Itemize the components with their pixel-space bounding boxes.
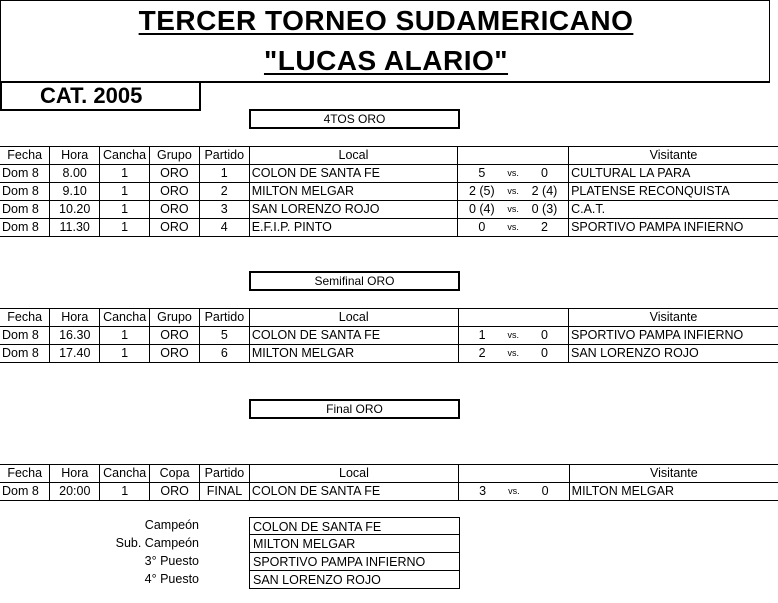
cell-visitante: CULTURAL LA PARA <box>569 165 778 183</box>
cell-local: MILTON MELGAR <box>249 183 458 201</box>
cell-partido: 5 <box>199 327 249 345</box>
cell-cancha: 1 <box>100 219 150 237</box>
cell-cancha: 1 <box>100 345 150 363</box>
section-label: Final ORO <box>249 399 460 419</box>
column-header: Cancha <box>100 147 150 165</box>
cell-goles-visitante: 0 (3) <box>521 201 569 219</box>
cell-goles-visitante: 0 <box>521 165 569 183</box>
cell-fecha: Dom 8 <box>0 327 50 345</box>
cell-goles-visitante: 0 <box>521 327 568 345</box>
column-header: Hora <box>50 465 100 483</box>
standing-team: SAN LORENZO ROJO <box>249 571 460 589</box>
cell-partido: 6 <box>199 345 249 363</box>
column-header-score <box>458 309 505 327</box>
cell-local: MILTON MELGAR <box>249 345 458 363</box>
table-row <box>0 201 778 219</box>
title-box <box>0 0 770 83</box>
table-row <box>0 327 778 345</box>
cell-visitante: PLATENSE RECONQUISTA <box>569 183 778 201</box>
cell-visitante: SPORTIVO PAMPA INFIERNO <box>568 327 778 345</box>
cell-local: SAN LORENZO ROJO <box>249 201 458 219</box>
cell-hora: 9.10 <box>50 183 100 201</box>
cell-fecha: Dom 8 <box>0 219 50 237</box>
cell-cancha: 1 <box>100 483 150 501</box>
standing-label: Sub. Campeón <box>115 536 199 550</box>
standing-label: Campeón <box>144 518 199 532</box>
cell-grupo: ORO <box>150 201 200 219</box>
cell-vs: vs. <box>505 201 521 219</box>
column-header: Copa <box>150 465 200 483</box>
cell-cancha: 1 <box>100 183 150 201</box>
match-table <box>0 146 778 237</box>
section-label: 4TOS ORO <box>249 109 460 129</box>
column-header: Fecha <box>0 309 50 327</box>
cell-fecha: Dom 8 <box>0 183 50 201</box>
table-row <box>0 183 778 201</box>
cell-hora: 8.00 <box>50 165 100 183</box>
table-header-row <box>0 309 778 327</box>
cell-vs: vs. <box>506 483 522 501</box>
cell-partido: 2 <box>199 183 249 201</box>
cell-vs: vs. <box>505 165 521 183</box>
cell-partido: 4 <box>199 219 249 237</box>
cell-hora: 16.30 <box>50 327 100 345</box>
cell-goles-visitante: 2 <box>521 219 569 237</box>
column-header-score <box>521 309 568 327</box>
column-header-score <box>458 147 506 165</box>
cell-partido: 1 <box>199 165 249 183</box>
cell-fecha: Dom 8 <box>0 483 50 501</box>
match-table <box>0 308 778 363</box>
cell-fecha: Dom 8 <box>0 345 50 363</box>
page-title: TERCER TORNEO SUDAMERICANO <box>138 5 634 36</box>
column-header-vs <box>506 465 522 483</box>
cell-vs: vs. <box>505 219 521 237</box>
cell-hora: 11.30 <box>50 219 100 237</box>
cell-vs: vs. <box>506 345 522 363</box>
standing-team: MILTON MELGAR <box>249 535 460 553</box>
cell-hora: 10.20 <box>50 201 100 219</box>
column-header: Fecha <box>0 147 50 165</box>
standing-team: COLON DE SANTA FE <box>249 517 460 535</box>
cell-local: E.F.I.P. PINTO <box>249 219 458 237</box>
column-header: Visitante <box>568 309 778 327</box>
cell-goles-local: 5 <box>458 165 506 183</box>
cell-goles-local: 0 (4) <box>458 201 506 219</box>
cell-grupo: ORO <box>150 183 200 201</box>
cell-grupo: ORO <box>150 219 200 237</box>
column-header: Grupo <box>150 147 200 165</box>
cell-hora: 20:00 <box>50 483 100 501</box>
column-header: Partido <box>199 147 249 165</box>
cell-visitante: SAN LORENZO ROJO <box>568 345 778 363</box>
cell-goles-local: 2 (5) <box>458 183 506 201</box>
table-row <box>0 345 778 363</box>
cell-visitante: C.A.T. <box>569 201 778 219</box>
cell-grupo: ORO <box>150 165 200 183</box>
cell-partido: FINAL <box>200 483 250 501</box>
column-header: Fecha <box>0 465 50 483</box>
column-header: Grupo <box>150 309 200 327</box>
cell-fecha: Dom 8 <box>0 201 50 219</box>
cell-goles-local: 0 <box>458 219 506 237</box>
column-header-score <box>521 147 569 165</box>
cell-cancha: 1 <box>100 327 150 345</box>
column-header: Partido <box>199 309 249 327</box>
standing-label: 3° Puesto <box>144 554 199 568</box>
column-header: Cancha <box>100 309 150 327</box>
cell-visitante: MILTON MELGAR <box>569 483 778 501</box>
column-header-vs <box>506 309 522 327</box>
table-header-row <box>0 465 778 483</box>
cell-goles-visitante: 0 <box>521 345 568 363</box>
column-header: Hora <box>50 309 100 327</box>
cell-fecha: Dom 8 <box>0 165 50 183</box>
cell-local: COLON DE SANTA FE <box>249 483 458 501</box>
cell-visitante: SPORTIVO PAMPA INFIERNO <box>569 219 778 237</box>
column-header: Visitante <box>569 147 778 165</box>
table-row <box>0 219 778 237</box>
cell-grupo: ORO <box>150 327 200 345</box>
cell-vs: vs. <box>505 183 521 201</box>
cell-goles-local: 2 <box>458 345 505 363</box>
table-row <box>0 165 778 183</box>
page-subtitle: "LUCAS ALARIO" <box>263 45 509 76</box>
column-header-vs <box>505 147 521 165</box>
column-header: Visitante <box>569 465 778 483</box>
column-header: Hora <box>50 147 100 165</box>
column-header: Partido <box>200 465 250 483</box>
table-row <box>0 483 778 501</box>
table-header-row <box>0 147 778 165</box>
cell-local: COLON DE SANTA FE <box>249 327 458 345</box>
column-header: Local <box>249 309 458 327</box>
standing-label: 4° Puesto <box>144 572 199 586</box>
cell-cancha: 1 <box>100 201 150 219</box>
column-header-score <box>522 465 570 483</box>
column-header: Local <box>249 465 458 483</box>
match-table <box>0 464 778 501</box>
cell-goles-visitante: 2 (4) <box>521 183 569 201</box>
cell-hora: 17.40 <box>50 345 100 363</box>
cell-local: COLON DE SANTA FE <box>249 165 458 183</box>
cell-cancha: 1 <box>100 165 150 183</box>
cell-goles-local: 3 <box>459 483 507 501</box>
section-label: Semifinal ORO <box>249 271 460 291</box>
category-label: CAT. 2005 <box>0 83 201 111</box>
cell-partido: 3 <box>199 201 249 219</box>
column-header: Cancha <box>100 465 150 483</box>
cell-grupo: ORO <box>150 483 200 501</box>
cell-goles-visitante: 0 <box>522 483 570 501</box>
standing-team: SPORTIVO PAMPA INFIERNO <box>249 553 460 571</box>
cell-goles-local: 1 <box>458 327 505 345</box>
cell-vs: vs. <box>506 327 522 345</box>
column-header: Local <box>249 147 458 165</box>
cell-grupo: ORO <box>150 345 200 363</box>
column-header-score <box>459 465 507 483</box>
